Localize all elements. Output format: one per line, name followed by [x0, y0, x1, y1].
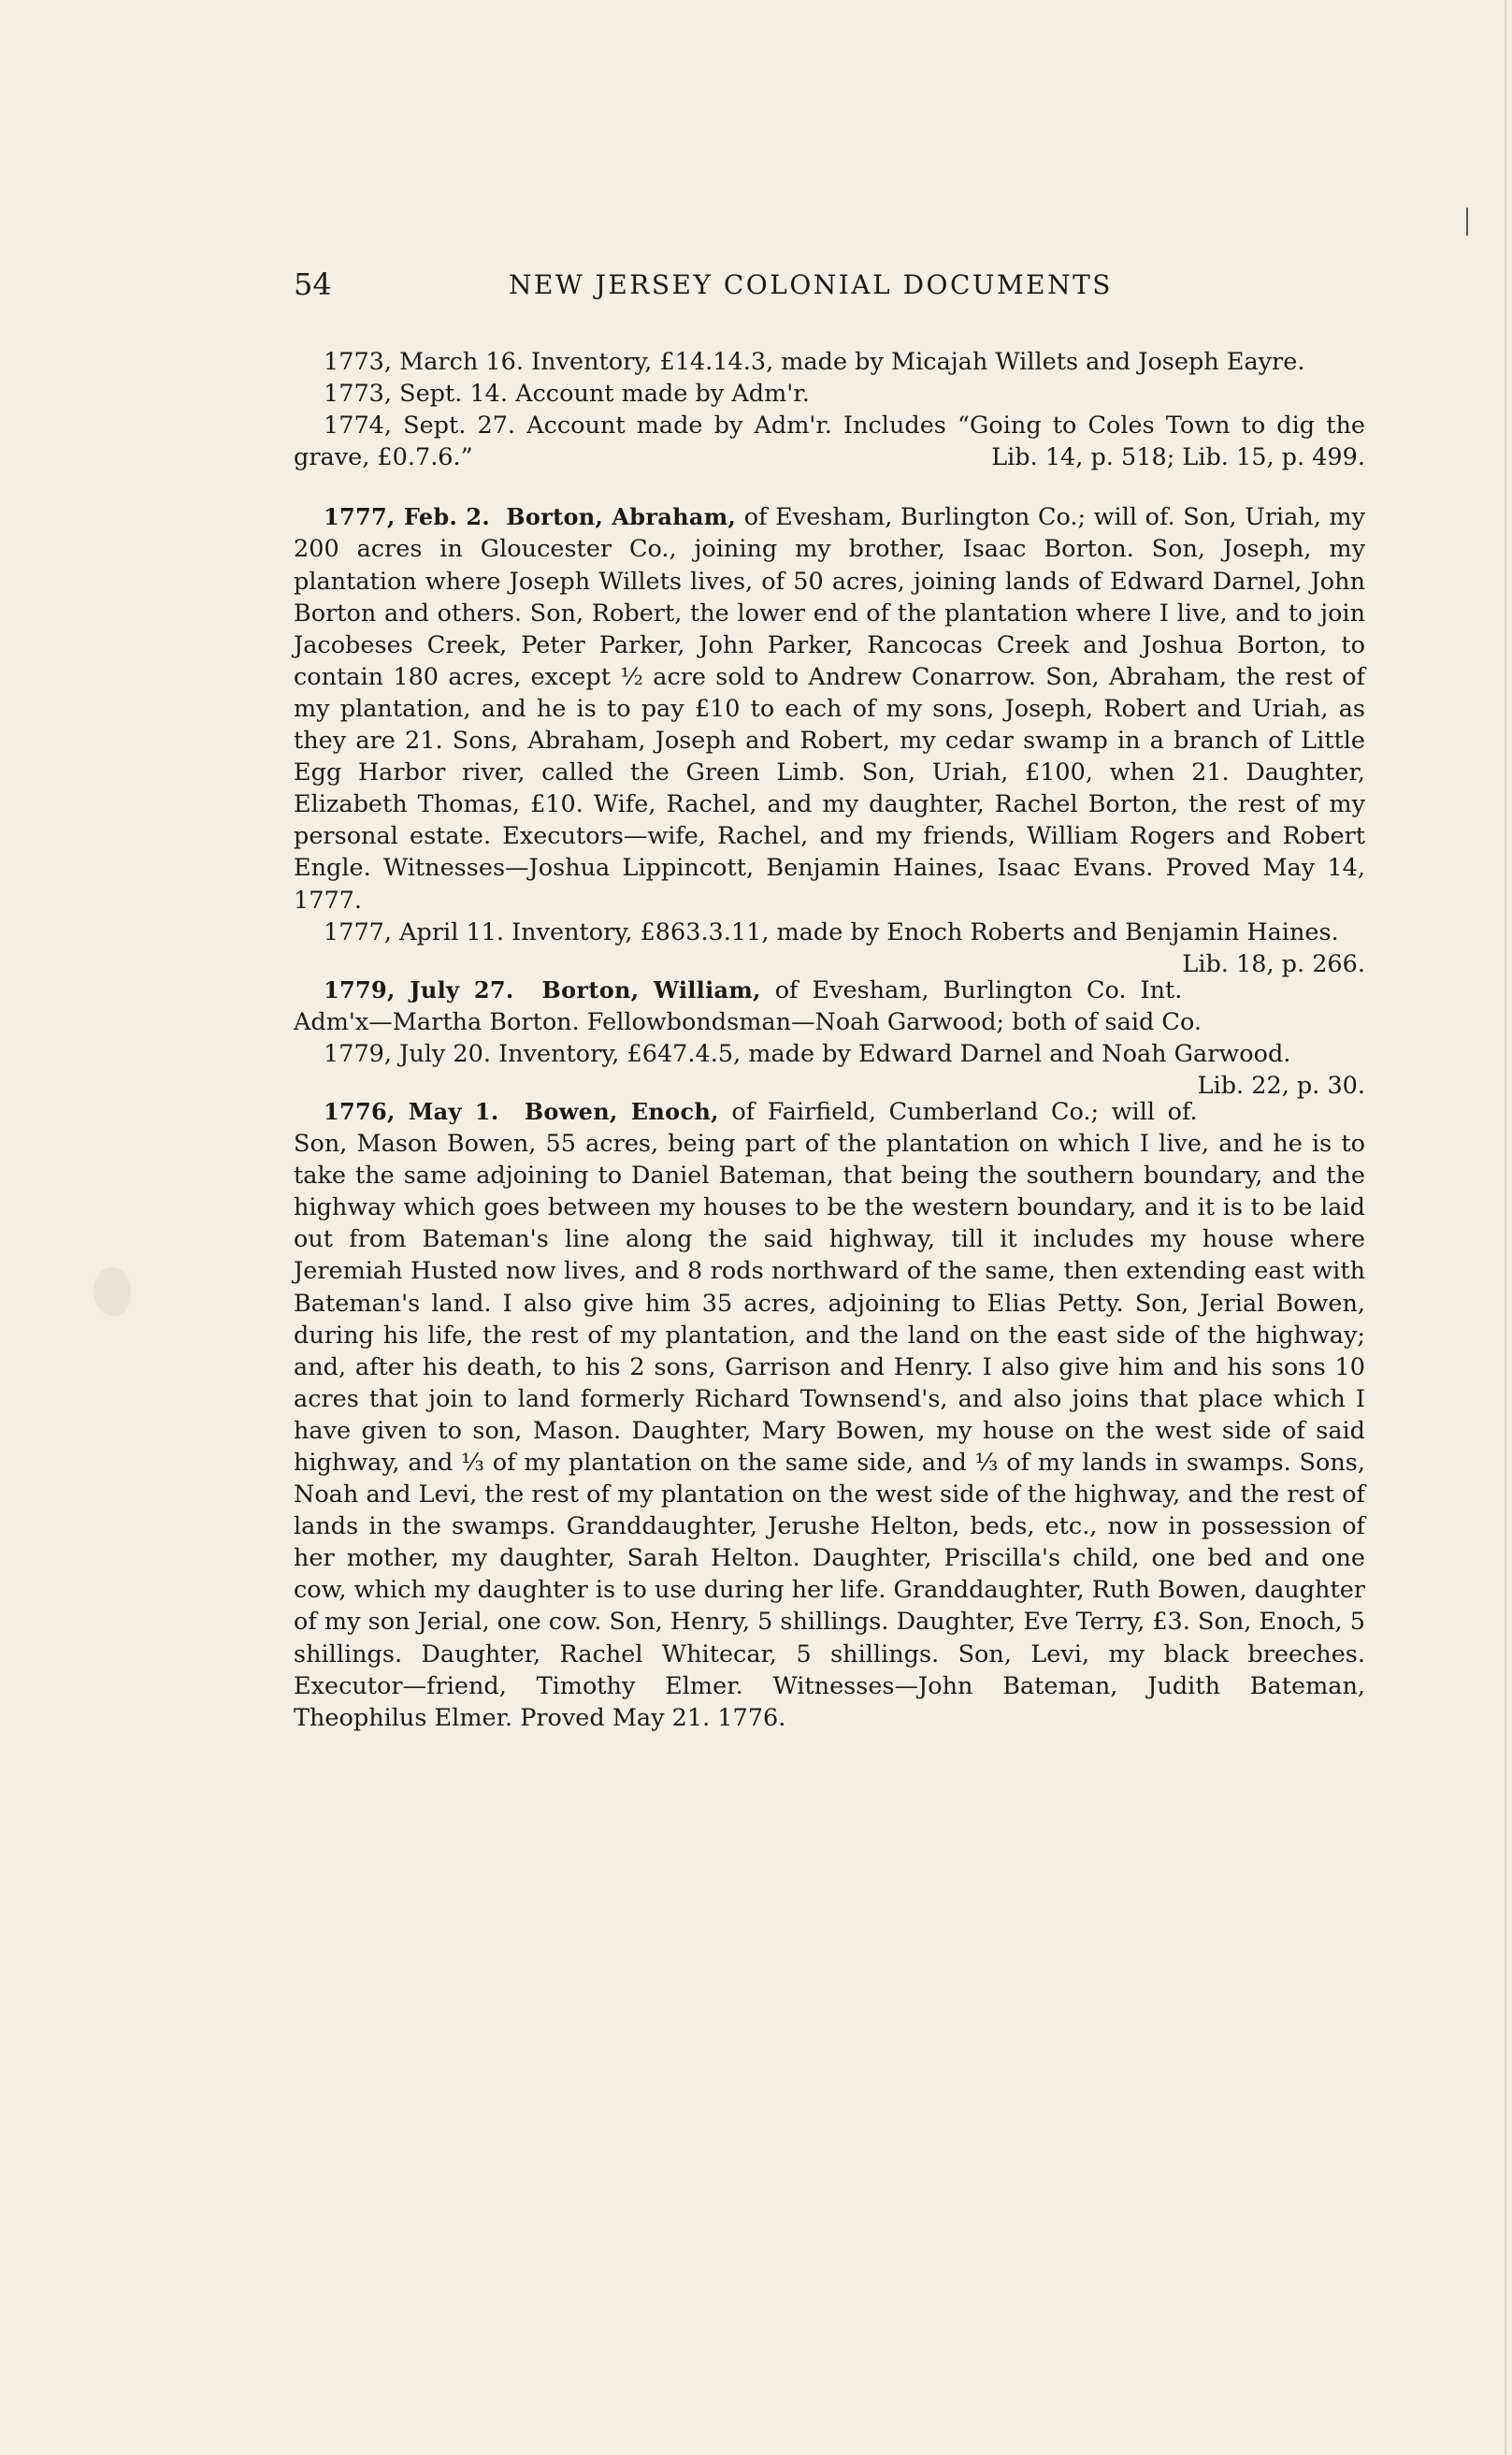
- entry-date: 1776, May 1.: [324, 1097, 499, 1125]
- entry-name: Bowen, Enoch,: [524, 1097, 719, 1125]
- library-reference: Lib. 14, p. 518; Lib. 15, p. 499.: [991, 443, 1365, 472]
- entry-text: of Evesham, Burlington Co.; will of. Son, Uriah, my 200 acres in Gloucester Co., joining my brother, Isaac Borton. Son, Joseph, my plantation where Joseph Willets lives, of 50 acres, joining lands of Edward Darnel, John Borton and others. Son, Robert, the lower end of the plantation where I live, and to join Jacobeses Creek, Peter Parker, John Parker, Rancocas Creek and Joshua Borton, to contain 180 acres, except ½ acre sold to Andrew Conarrow. Son, Abraham, the rest of my plantation, and he is to pay £10 to each of my sons, Joseph, Robert and Uriah, as they are 21. Sons, Abraham, Joseph and Robert, my cedar swamp in a branch of Little Egg Harbor river, called the Green Limb. Son, Uriah, £100, when 21. Daughter, Elizabeth Thomas, £10. Wife, Rachel, and my daughter, Rachel Borton, the rest of my personal estate. Executors—wife, Rachel, and my friends, William Rogers and Robert Engle. Witnesses—Joshua Lippincott, Benjamin Haines, Isaac Evans. Proved May 14, 1777.: [294, 503, 1366, 915]
- library-reference: Lib. 18, p. 266.: [1182, 949, 1365, 978]
- account-text: 1774, Sept. 27. Account made by Adm'r. Includes “Going to Coles Town to dig the grave, £0.7.6.”: [294, 412, 1365, 472]
- library-reference: Lib. 22, p. 30.: [1197, 1071, 1365, 1100]
- inventory-paragraph: 1773, March 16. Inventory, £14.14.3, made by Micajah Willets and Joseph Eayre.: [324, 348, 1305, 376]
- inventory-text: 1779, July 20. Inventory, £647.4.5, made by Edward Darnel and Noah Garwood.: [324, 1039, 1291, 1068]
- margin-stain: [94, 1267, 131, 1316]
- account-paragraph: [294, 410, 1365, 473]
- inventory-paragraph: [294, 917, 1365, 978]
- entry-text: of Fairfield, Cumberland Co.; will of. Son, Mason Bowen, 55 acres, being part of the plantation on which I live, and he is to take the same adjoining to Daniel Bateman, that being the southern boundary, and the highway which goes between my houses to be the western boundary, and it is to be laid out from Bateman's line along the said highway, till it includes my house where Jeremiah Husted now lives, and 8 rods northward of the same, then extending east with Bateman's land. I also give him 35 acres, adjoining to Elias Petty. Son, Jerial Bowen, during his life, the rest of my plantation, and the land on the east side of the highway; and, after his death, to his 2 sons, Garrison and Henry. I also give him and his sons 10 acres that join to land formerly Richard Townsend's, and also joins that place which I have given to son, Mason. Daughter, Mary Bowen, my house on the west side of said highway, and ⅓ of my plantation on the same side, and ⅓ of my lands in swamps. Sons, Noah and Levi, the rest of my plantation on the west side of the highway, and the rest of lands in the swamps. Granddaughter, Jerushe Helton, beds, etc., now in possession of her mother, my daughter, Sarah Helton. Daughter, Priscilla's child, one bed and one cow, which my daughter is to use during her life. Granddaughter, Ruth Bowen, daughter of my son Jerial, one cow. Son, Henry, 5 shillings. Daughter, Eve Terry, £3. Son, Enoch, 5 shillings. Daughter, Rachel Whitecar, 5 shillings. Son, Levi, my black breeches. Executor—friend, Timothy Elmer. Witnesses—John Bateman, Judith Bateman, Theophilus Elmer. Proved May 21. 1776.: [294, 1097, 1365, 1732]
- account-paragraph: 1773, Sept. 14. Account made by Adm'r.: [324, 380, 810, 409]
- page-edge: [1505, 0, 1506, 2455]
- entry-name: Borton, William,: [541, 975, 761, 1004]
- page-header: [294, 266, 1365, 303]
- margin-mark: [1466, 208, 1468, 236]
- entry-text: of Evesham, Burlington Co. Int. Adm'x—Martha Borton. Fellowbondsman—Noah Garwood; both of said Co.: [294, 975, 1202, 1036]
- page-number: 54: [294, 267, 332, 302]
- will-entry-borton-william: [294, 975, 1365, 1038]
- entry-date: 1777, Feb. 2.: [324, 503, 490, 531]
- inventory-paragraph: [294, 1038, 1365, 1100]
- running-title: NEW JERSEY COLONIAL DOCUMENTS: [509, 269, 1113, 300]
- will-entry-bowen-enoch: [294, 1096, 1365, 1734]
- inventory-text: 1777, April 11. Inventory, £863.3.11, made by Enoch Roberts and Benjamin Haines.: [324, 917, 1339, 946]
- page-body: [294, 346, 1365, 1734]
- entry-date: 1779, July 27.: [324, 975, 514, 1004]
- will-entry-borton-abraham: [294, 501, 1365, 916]
- entry-name: Borton, Abraham,: [506, 503, 737, 531]
